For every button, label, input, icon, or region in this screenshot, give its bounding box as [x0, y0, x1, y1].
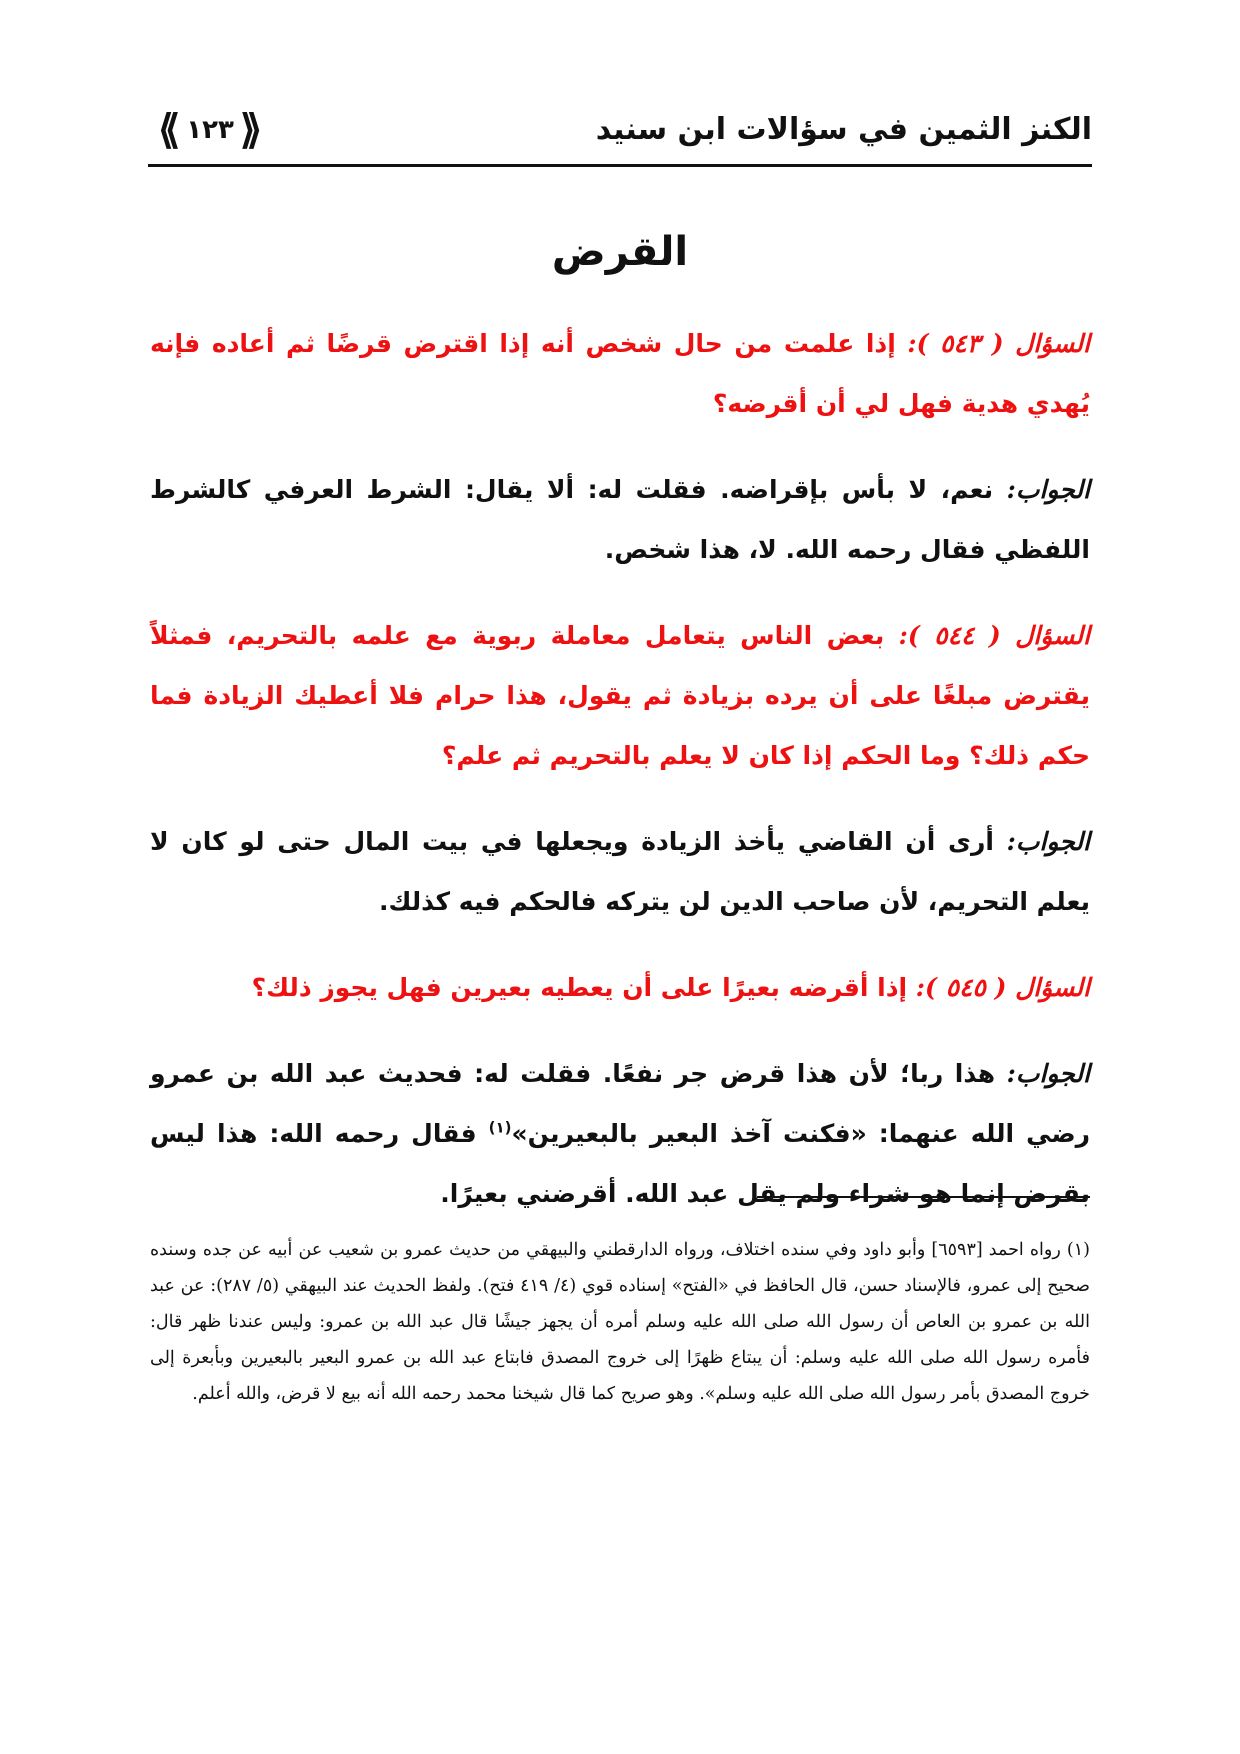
answer-543: [150, 460, 1090, 580]
answer-text-part-2: فقال رحمه الله: هذا ليس بقرض إنما هو شراء ولم يقل عبد الله. أقرضني بعيرًا.: [150, 1119, 1090, 1208]
footnote: (١) رواه احمد [٦٥٩٣] وأبو داود وفي سنده اختلاف، ورواه الدارقطني والبيهقي من حديث عمرو بن شعيب عن أبيه عن جده وسنده صحيح إلى عمرو، فالإسناد حسن، قال الحافظ في «الفتح» إسناده قوي (٤/ ٤١٩ فتح). ولفظ الحديث عند البيهقي (٥/ ٢٨٧): عن عبد الله بن عمرو بن العاص أن رسول الله صلى الله عليه وسلم أمره أن يجهز جيشًا قال عبد الله بن عمرو: وليس عندنا ظهر قال: فأمره رسول الله صلى الله عليه وسلم: أن يبتاع ظهرًا إلى خروج المصدق فابتاع عبد الله بن عمرو البعير بالبعيرين وبأبعرة إلى خروج المصدق بأمر رسول الله صلى الله عليه وسلم». وهو صريح كما قال شيخنا محمد رحمه الله أنه بيع لا قرض، والله أعلم.: [150, 1240, 1090, 1404]
answer-label: الجواب:: [1006, 475, 1090, 504]
question-text: بعض الناس يتعامل معاملة ربوية مع علمه بالتحريم، فمثلاً يقترض مبلغًا على أن يرده بزيادة ثم يقول، هذا حرام فلا أعطيك الزيادة فما حكم ذلك؟ وما الحكم إذا كان لا يعلم بالتحريم ثم علم؟: [150, 621, 1090, 770]
book-title: الكنز الثمين في سؤالات ابن سنيد: [595, 112, 1092, 147]
answer-544: [150, 812, 1090, 932]
question-text: إذا علمت من حال شخص أنه إذا اقترض قرضًا ثم أعاده فإنه يُهدي هدية فهل لي أن أقرضه؟: [150, 329, 1090, 418]
answer-text: أرى أن القاضي يأخذ الزيادة ويجعلها في بيت المال حتى لو كان لا يعلم التحريم، لأن صاحب الدين لن يتركه فالحكم فيه كذلك.: [150, 827, 1090, 916]
answer-text: نعم، لا بأس بإقراضه. فقلت له: ألا يقال: الشرط العرفي كالشرط اللفظي فقال رحمه الله. لا، هذا شخص.: [150, 475, 1090, 564]
ornament-bracket-right: ⟫: [239, 106, 263, 153]
section-title: القرض: [551, 229, 689, 275]
footnote-reference: (١): [488, 1118, 512, 1137]
page-body: [150, 222, 1090, 1250]
page-number: ١٢٣: [186, 115, 234, 145]
page-header: [148, 108, 1092, 167]
question-label: السؤال ( ٥٤٥ ):: [915, 973, 1090, 1002]
page-number-badge: [158, 108, 262, 152]
question-label: السؤال ( ٥٤٤ ):: [898, 621, 1090, 650]
answer-text-part-1: هذا ربا؛ لأن هذا قرض جر نفعًا. فقلت له: فحديث عبد الله بن عمرو رضي الله عنهما: «فكنت آخذ البعير بالبعيرين»: [150, 1059, 1091, 1148]
answer-label: الجواب:: [1006, 1059, 1090, 1088]
answer-label: الجواب:: [1006, 827, 1090, 856]
footnote-divider: [757, 1196, 1090, 1198]
question-text: إذا أقرضه بعيرًا على أن يعطيه بعيرين فهل يجوز ذلك؟: [251, 973, 916, 1002]
question-543: [150, 314, 1090, 434]
question-545: [150, 958, 1090, 1018]
ornament-bracket-left: ⟪: [158, 106, 181, 153]
question-label: السؤال ( ٥٤٣ ):: [907, 329, 1090, 358]
question-544: [150, 606, 1090, 786]
